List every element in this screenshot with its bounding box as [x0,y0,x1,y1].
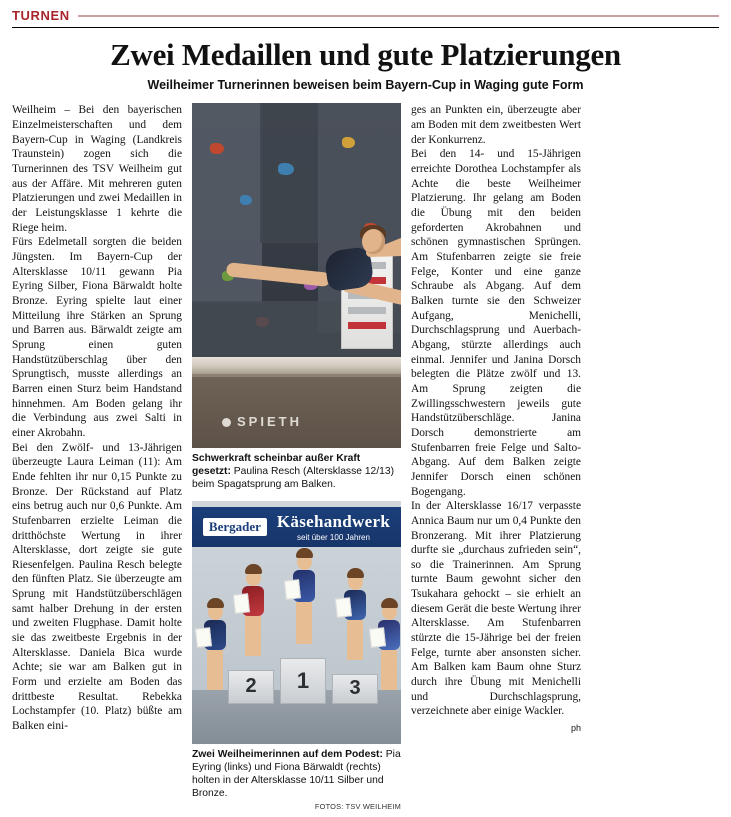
paragraph: Weilheim – Bei den bayerischen Einzelmeisterschaften und dem Bayern-Cup in Waging (Landkreis Traunstein) zogen sich die Turnerinnen des TSV Weilheim gut aus der Affäre. Mit mehreren guten Platzierungen und zwei Medaillen in der Leistungsklasse 1 kehrte die Riege heim. [12,104,182,234]
page-title: Zwei Medaillen und gute Platzierungen [110,37,621,72]
header-divider [12,27,719,28]
podium-number-3: 3 [349,677,361,700]
column-left [12,103,182,733]
paragraph: Fürs Edelmetall sorgten die beiden Jüngsten. Im Bayern-Cup der Altersklasse 10/11 gewann Pia Eyring Silber, Fiona Bärwaldt holte Bronze. Eyring spielte laut einer Mitteilung ihre Stärken an Sprung und Barren aus. Bärwaldt zeigte am Sprung einen guten Handstützüberschlag über den Sprungtisch, musste allerdings an Barren einen Sturz beim Handstand hinnehmen. Am Boden gelang ihr die Verbindung aus zwei Salti in einer Akrobahn. [12,236,182,439]
gymnast-place-2 [236,564,270,656]
caption-body: Paulina Resch (Altersklasse 12/13) beim Spagatsprung am Balken. [192,466,395,491]
gymnast-place-1 [287,548,321,644]
gym-floor [192,374,401,448]
rubric-row [12,6,719,23]
gymnast-split-leap [234,221,401,341]
article-columns [12,103,719,812]
brand-text: SPIETH [237,413,302,429]
caption-body: Pia Eyring (links) und Fiona Bärwaldt (rechts) holten in der Altersklasse 10/11 Silber und Bronze. [192,749,401,799]
sponsor-logo: Bergader [203,518,267,537]
gymnast-podium-right-outer [372,598,401,690]
podium-number-1: 1 [296,667,310,693]
photo-balance-beam [192,103,401,448]
photo-credit: FOTOS: TSV WEILHEIM [314,802,401,812]
podium-number-2: 2 [245,675,257,698]
photo-podium [192,501,401,744]
author-signature: ph [570,723,581,734]
photo-caption-top [192,453,401,492]
sponsor-slogan-sub: seit über 100 Jahren [297,532,370,542]
caption-lead-in: Schwerkraft scheinbar außer Kraft gesetzt: [192,453,361,478]
podium-place-2 [228,670,274,704]
rubric-rule [78,15,719,17]
column-right [411,103,581,734]
equipment-brand-label [222,414,302,431]
paragraph: ges an Punkten ein, überzeugte aber am Boden mit dem zweitbesten Wert der Konkurrenz. [411,104,581,146]
caption-lead-in: Zwei Weilheimerinnen auf dem Podest: [192,749,383,761]
photo-caption-bottom [192,749,401,800]
subheadline: Weilheimer Turnerinnen beweisen beim Bayern-Cup in Waging gute Form [147,78,584,93]
balance-beam [192,357,401,374]
column-middle [192,103,401,812]
gymnast-place-3 [338,568,372,660]
sponsor-slogan: Käsehandwerk [276,511,391,531]
sponsor-banner [192,507,401,547]
gymnast-podium-left-outer [198,598,232,690]
podium-place-1 [280,658,326,704]
paragraph: In der Altersklasse 16/17 verpasste Annica Baum nur um 0,4 Punkte den Bronzerang. Mit ihrer Platzierung durfte sie „durchaus zufrieden sein“, so die Trainerinnen. Am Sprung turnte Baum gewohnt sicher den Tsukahara gehockt – sie erhielt an diesem Gerät die beste Wertung ihrer Altersklasse. Am Stufenbarren stürzte die 15-Jährige bei der freien Felge, turnte aber ansonsten sicher. Am Balken kam Baum ohne Sturz durch ihre Übung mit Menichelli und Durchschlagsprung, verzeichnete aber einige Wackler. [411,500,581,718]
paragraph: Bei den Zwölf- und 13-Jährigen überzeugte Laura Leiman (11): Am Ende fehlten ihr nur 0,15 Punkte zu Bronze. Der Rückstand auf Platz eins betrug auch nur 0,6 Punkte. Am Stufenbarren erzielte Leiman die dritthöchste Wertung in ihrer Altersklasse, dort zeigte sie gute Riesenfelgen. Paulina Resch belegte den fünften Platz. Sie überzeugte am Sprung mit Handstützüberschlägen samt halber Drehung in der ersten und zweiten Flugphase. Damit holte sie das zweitbeste Ergebnis in der Altersklasse. Daniela Bica wurde Achte; sie war am Balken gut in Form und erzielte am Boden das drittbeste Resultat. Rebekka Lochstampfer (10. Platz) büßte am Balken eini- [12,441,182,733]
rubric-label: TURNEN [12,8,70,23]
paragraph: Bei den 14- und 15-Jährigen erreichte Dorothea Lochstampfer als Achte die beste Weilheimer Platzierung. Ihr gelang am Boden die Übung mit den beiden geforderten Akrobahnen und schönen gymnastischen Sprüngen. Am Stufenbarren zeigte sie freie Felge, Konter und eine ganze Schraube als Abgang. Auf dem Balken turnte sie den Schweizer Aufgang, Menichelli, Durchschlagsprung und Auerbach-Abgang, stürzte allerdings auch einmal. Jennifer und Janina Dorsch belegten die Plätze zwölf und 13. Am Sprung zeigten die Zwillingsschwestern jeweils gute Handstützüberschläge. Janina Dorsch demonstrierte am Stufenbarren freie Felge und Salto-Abgang. Auf dem Balken zeigte Jennifer Dorsch einen schönen Bogengang. [411,148,581,498]
